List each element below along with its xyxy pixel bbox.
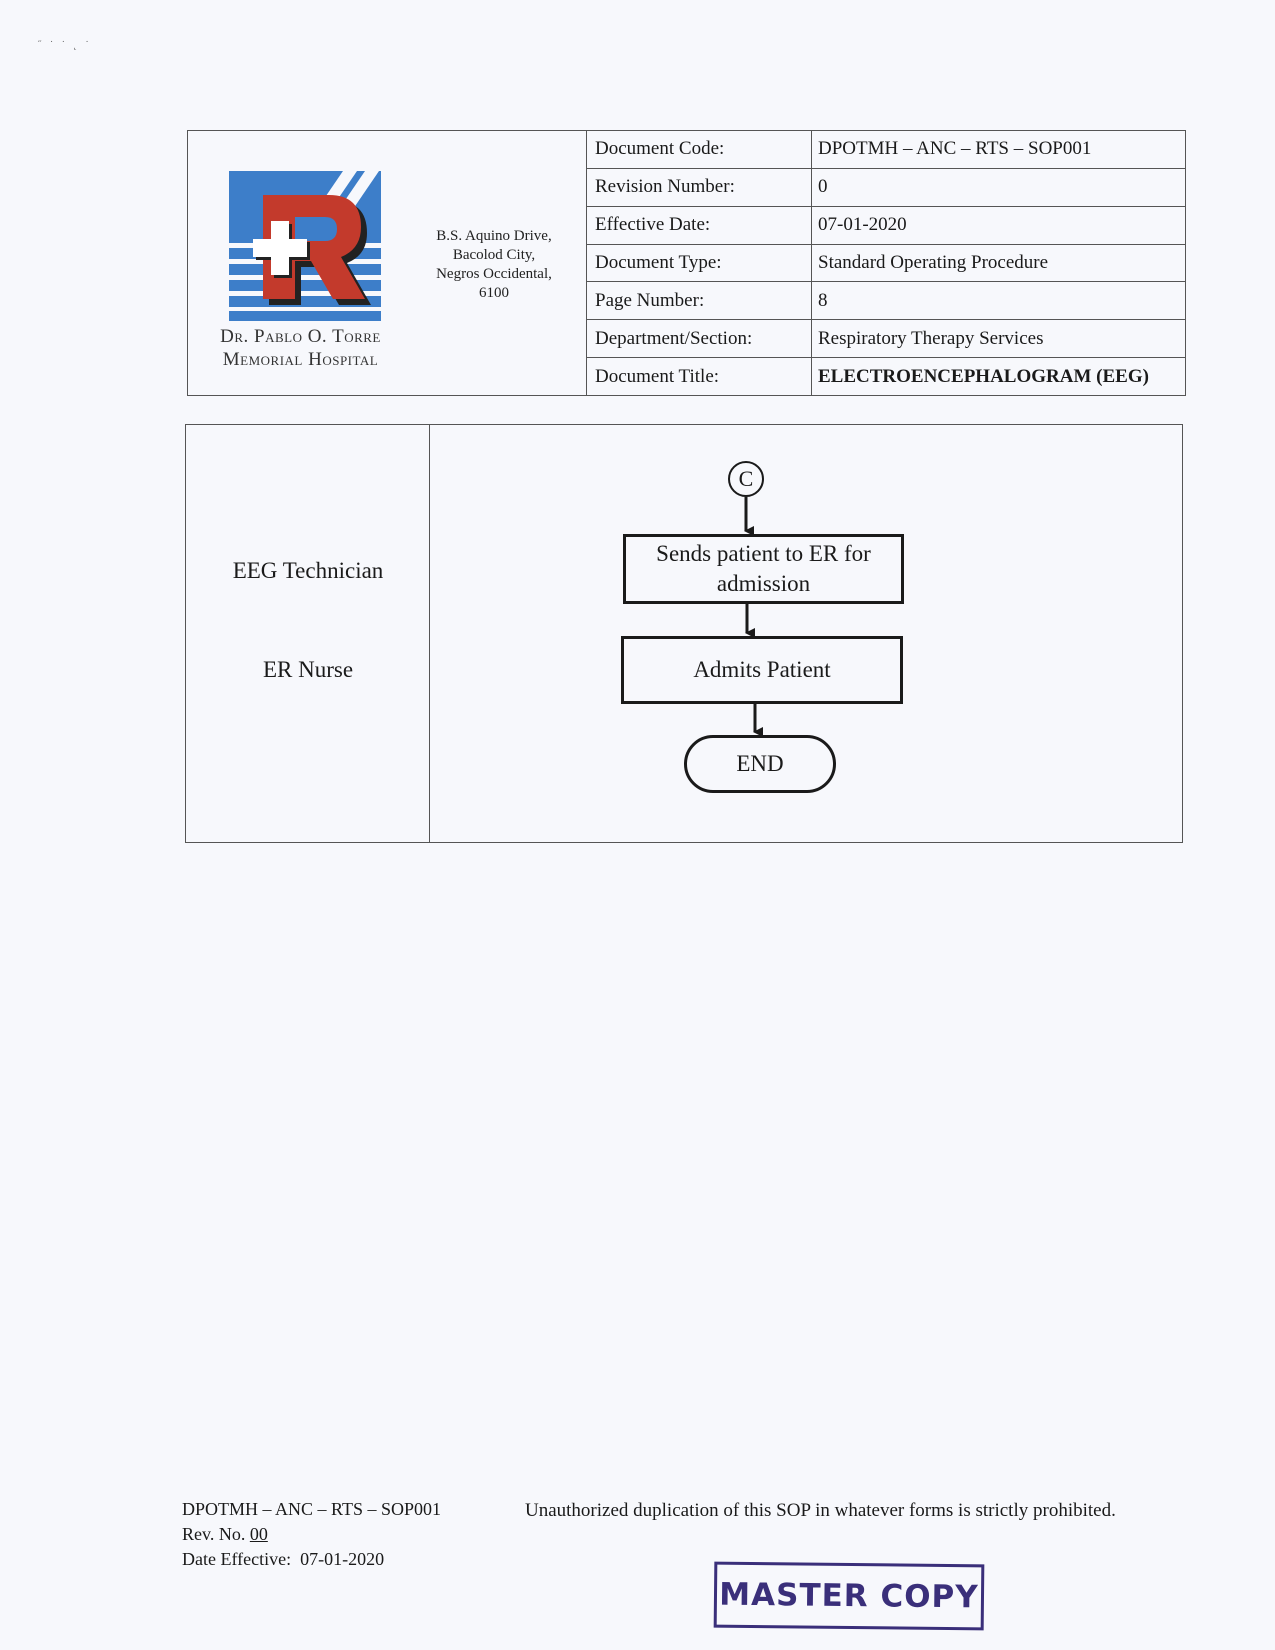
hospital-address (410, 227, 578, 303)
logo-cell (188, 131, 587, 395)
hospital-logo-icon (225, 169, 385, 323)
footer-notice: Unauthorized duplication of this SOP in whatever forms is strictly prohibited. (525, 1500, 1116, 1521)
info-row-page-number (587, 282, 1185, 320)
address-line: Negros Occidental, (436, 266, 552, 282)
footer-code: DPOTMH – ANC – RTS – SOP001 (182, 1499, 441, 1519)
info-row-document-type (587, 245, 1185, 283)
info-value: Standard Operating Procedure (818, 252, 1049, 273)
info-row-document-title (587, 358, 1185, 395)
off-page-connector: C (728, 461, 764, 497)
step-admits-patient: Admits Patient (621, 636, 903, 704)
info-value: 8 (818, 289, 828, 311)
footer-rev-value: 00 (249, 1524, 268, 1544)
info-row-document-code (587, 131, 1185, 169)
info-label: Page Number: (587, 282, 812, 319)
info-row-department (587, 320, 1185, 358)
hospital-name-line2: Memorial Hospital (222, 349, 379, 370)
hospital-name-line1: Dr. Pablo O. Torre (220, 326, 381, 347)
info-label: Document Code: (587, 131, 812, 168)
info-value-title: ELECTROENCEPHALOGRAM (EEG) (818, 365, 1149, 387)
master-copy-stamp: MASTER COPY (714, 1562, 985, 1631)
info-value: Respiratory Therapy Services (818, 327, 1044, 349)
info-label: Department/Section: (587, 320, 812, 357)
step-sends-patient-to-er: Sends patient to ER for admission (623, 534, 904, 604)
role-er-nurse: ER Nurse (262, 657, 354, 682)
end-terminal: END (684, 735, 836, 793)
footer-rev-label: Rev. No. (182, 1524, 246, 1544)
footer-document-info (182, 1497, 441, 1572)
footer-date-label: Date Effective: (182, 1549, 292, 1569)
role-eeg-technician: EEG Technician (232, 558, 384, 583)
footer-date (182, 1547, 441, 1572)
info-label: Document Title: (587, 358, 812, 395)
footer-revision (182, 1522, 441, 1547)
document-info-table (587, 131, 1185, 395)
info-value: 0 (818, 176, 828, 198)
info-label: Revision Number: (587, 169, 812, 206)
footer-date-value: 07-01-2020 (300, 1549, 385, 1569)
scan-specks: ˝ ˙ ˙ ˛ ˙ (38, 40, 92, 51)
info-label: Effective Date: (587, 207, 812, 244)
document-header (187, 130, 1186, 396)
address-line: B.S. Aquino Drive, (436, 228, 552, 244)
flow-arrows (186, 425, 1184, 844)
info-row-effective-date (587, 207, 1185, 245)
flowchart-section (185, 424, 1183, 843)
info-value: 07-01-2020 (818, 214, 907, 236)
info-row-revision-number (587, 169, 1185, 207)
hospital-name (198, 325, 403, 371)
address-line: Bacolod City, (452, 247, 536, 263)
info-label: Document Type: (587, 245, 812, 282)
address-line: 6100 (479, 285, 509, 301)
info-value: DPOTMH – ANC – RTS – SOP001 (818, 138, 1092, 160)
